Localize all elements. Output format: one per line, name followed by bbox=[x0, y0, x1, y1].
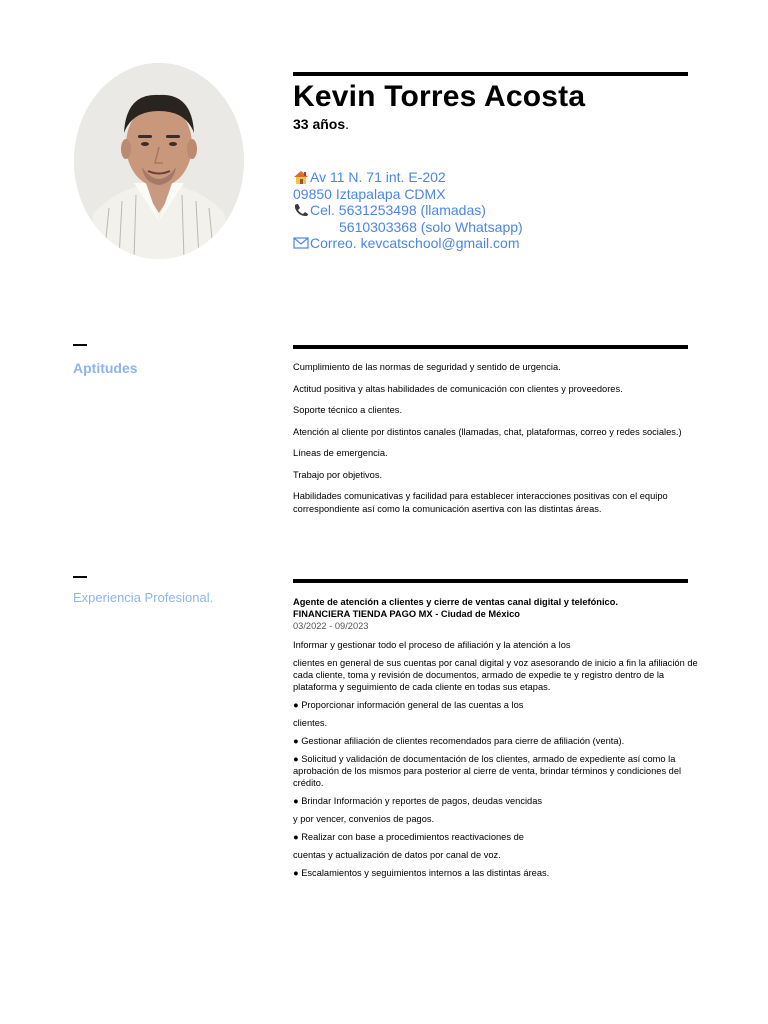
section-marker bbox=[73, 576, 87, 578]
skill-item: Actitud positiva y altas habilidades de comunicación con clientes y proveedores. bbox=[293, 383, 623, 394]
skill-item: Trabajo por objetivos. bbox=[293, 469, 383, 480]
skill-item: Soporte técnico a clientes. bbox=[293, 405, 403, 415]
duty-item: clientes. bbox=[293, 718, 328, 728]
phone-line-1[interactable]: Cel. 5631253498 (llamadas) bbox=[293, 202, 523, 219]
experience-section-title: Experiencia Profesional. bbox=[73, 590, 214, 605]
company-name: FINANCIERA TIENDA PAGO MX - Ciudad de México bbox=[293, 609, 520, 619]
duty-item: ● Proporcionar información general de las cuentas a los bbox=[293, 700, 524, 710]
duty-item: ● Escalamientos y seguimientos internos a las distintas áreas. bbox=[293, 868, 550, 878]
candidate-age: 33 años. bbox=[293, 116, 350, 132]
skills-list bbox=[293, 361, 688, 524]
duty-item: ● Solicitud y validación de documentación de los clientes, armado de expediente así como la aprobación de los mismos para posterior al cierre de venta, brindar términos y condiciones del crédito. bbox=[293, 754, 682, 788]
skill-item: Habilidades comunicativas y facilidad para establecer interacciones positivas con el equipo correspondiente así como la comunicación asertiva con las distintas áreas. bbox=[293, 491, 668, 514]
contact-block bbox=[293, 169, 523, 252]
profile-photo bbox=[74, 63, 244, 259]
duty-item: Informar y gestionar todo el proceso de afiliación y la atención a los bbox=[293, 640, 571, 650]
experience-rule bbox=[293, 579, 688, 583]
envelope-icon bbox=[293, 236, 309, 250]
duty-item: ● Realizar con base a procedimientos reactivaciones de bbox=[293, 832, 524, 842]
skill-item: Cumplimiento de las normas de seguridad y sentido de urgencia. bbox=[293, 362, 561, 372]
house-icon bbox=[293, 170, 309, 184]
duty-item: ● Brindar Información y reportes de pagos, deudas vencidas bbox=[293, 796, 543, 806]
duty-item: cuentas y actualización de datos por canal de voz. bbox=[293, 850, 501, 860]
skill-item: Líneas de emergencia. bbox=[293, 448, 388, 458]
header-rule bbox=[293, 72, 688, 76]
candidate-name: Kevin Torres Acosta bbox=[293, 80, 586, 113]
duty-item: y por vencer, convenios de pagos. bbox=[293, 814, 435, 824]
duty-item: clientes en general de sus cuentas por canal digital y voz asesorando de inicio a fin la afiliación de cada cliente, toma y revisión de documentos, armado de expedie te y registro dentro de la plataforma y seguimiento de cada cliente en todas sus etapas. bbox=[293, 658, 698, 692]
section-marker bbox=[73, 344, 87, 346]
address-line-2: 09850 Iztapalapa CDMX bbox=[293, 185, 446, 202]
phone-line-2[interactable]: 5610303368 (solo Whatsapp) bbox=[339, 218, 523, 235]
duty-item: ● Gestionar afiliación de clientes recomendados para cierre de afiliación (venta). bbox=[293, 736, 625, 746]
email-line[interactable]: Correo. kevcatschool@gmail.com bbox=[293, 235, 523, 252]
skills-rule bbox=[293, 345, 688, 349]
job-title: Agente de atención a clientes y cierre de ventas canal digital y telefónico. bbox=[293, 597, 618, 607]
job-dates: 03/2022 - 09/2023 bbox=[293, 621, 369, 631]
experience-entry bbox=[293, 596, 698, 885]
skill-item: Atención al cliente por distintos canales (llamadas, chat, plataformas, correo y redes sociales.) bbox=[293, 426, 682, 437]
address-line-1: Av 11 N. 71 int. E-202 bbox=[293, 169, 523, 186]
phone-icon bbox=[293, 203, 309, 217]
skills-section-title: Aptitudes bbox=[73, 360, 138, 376]
